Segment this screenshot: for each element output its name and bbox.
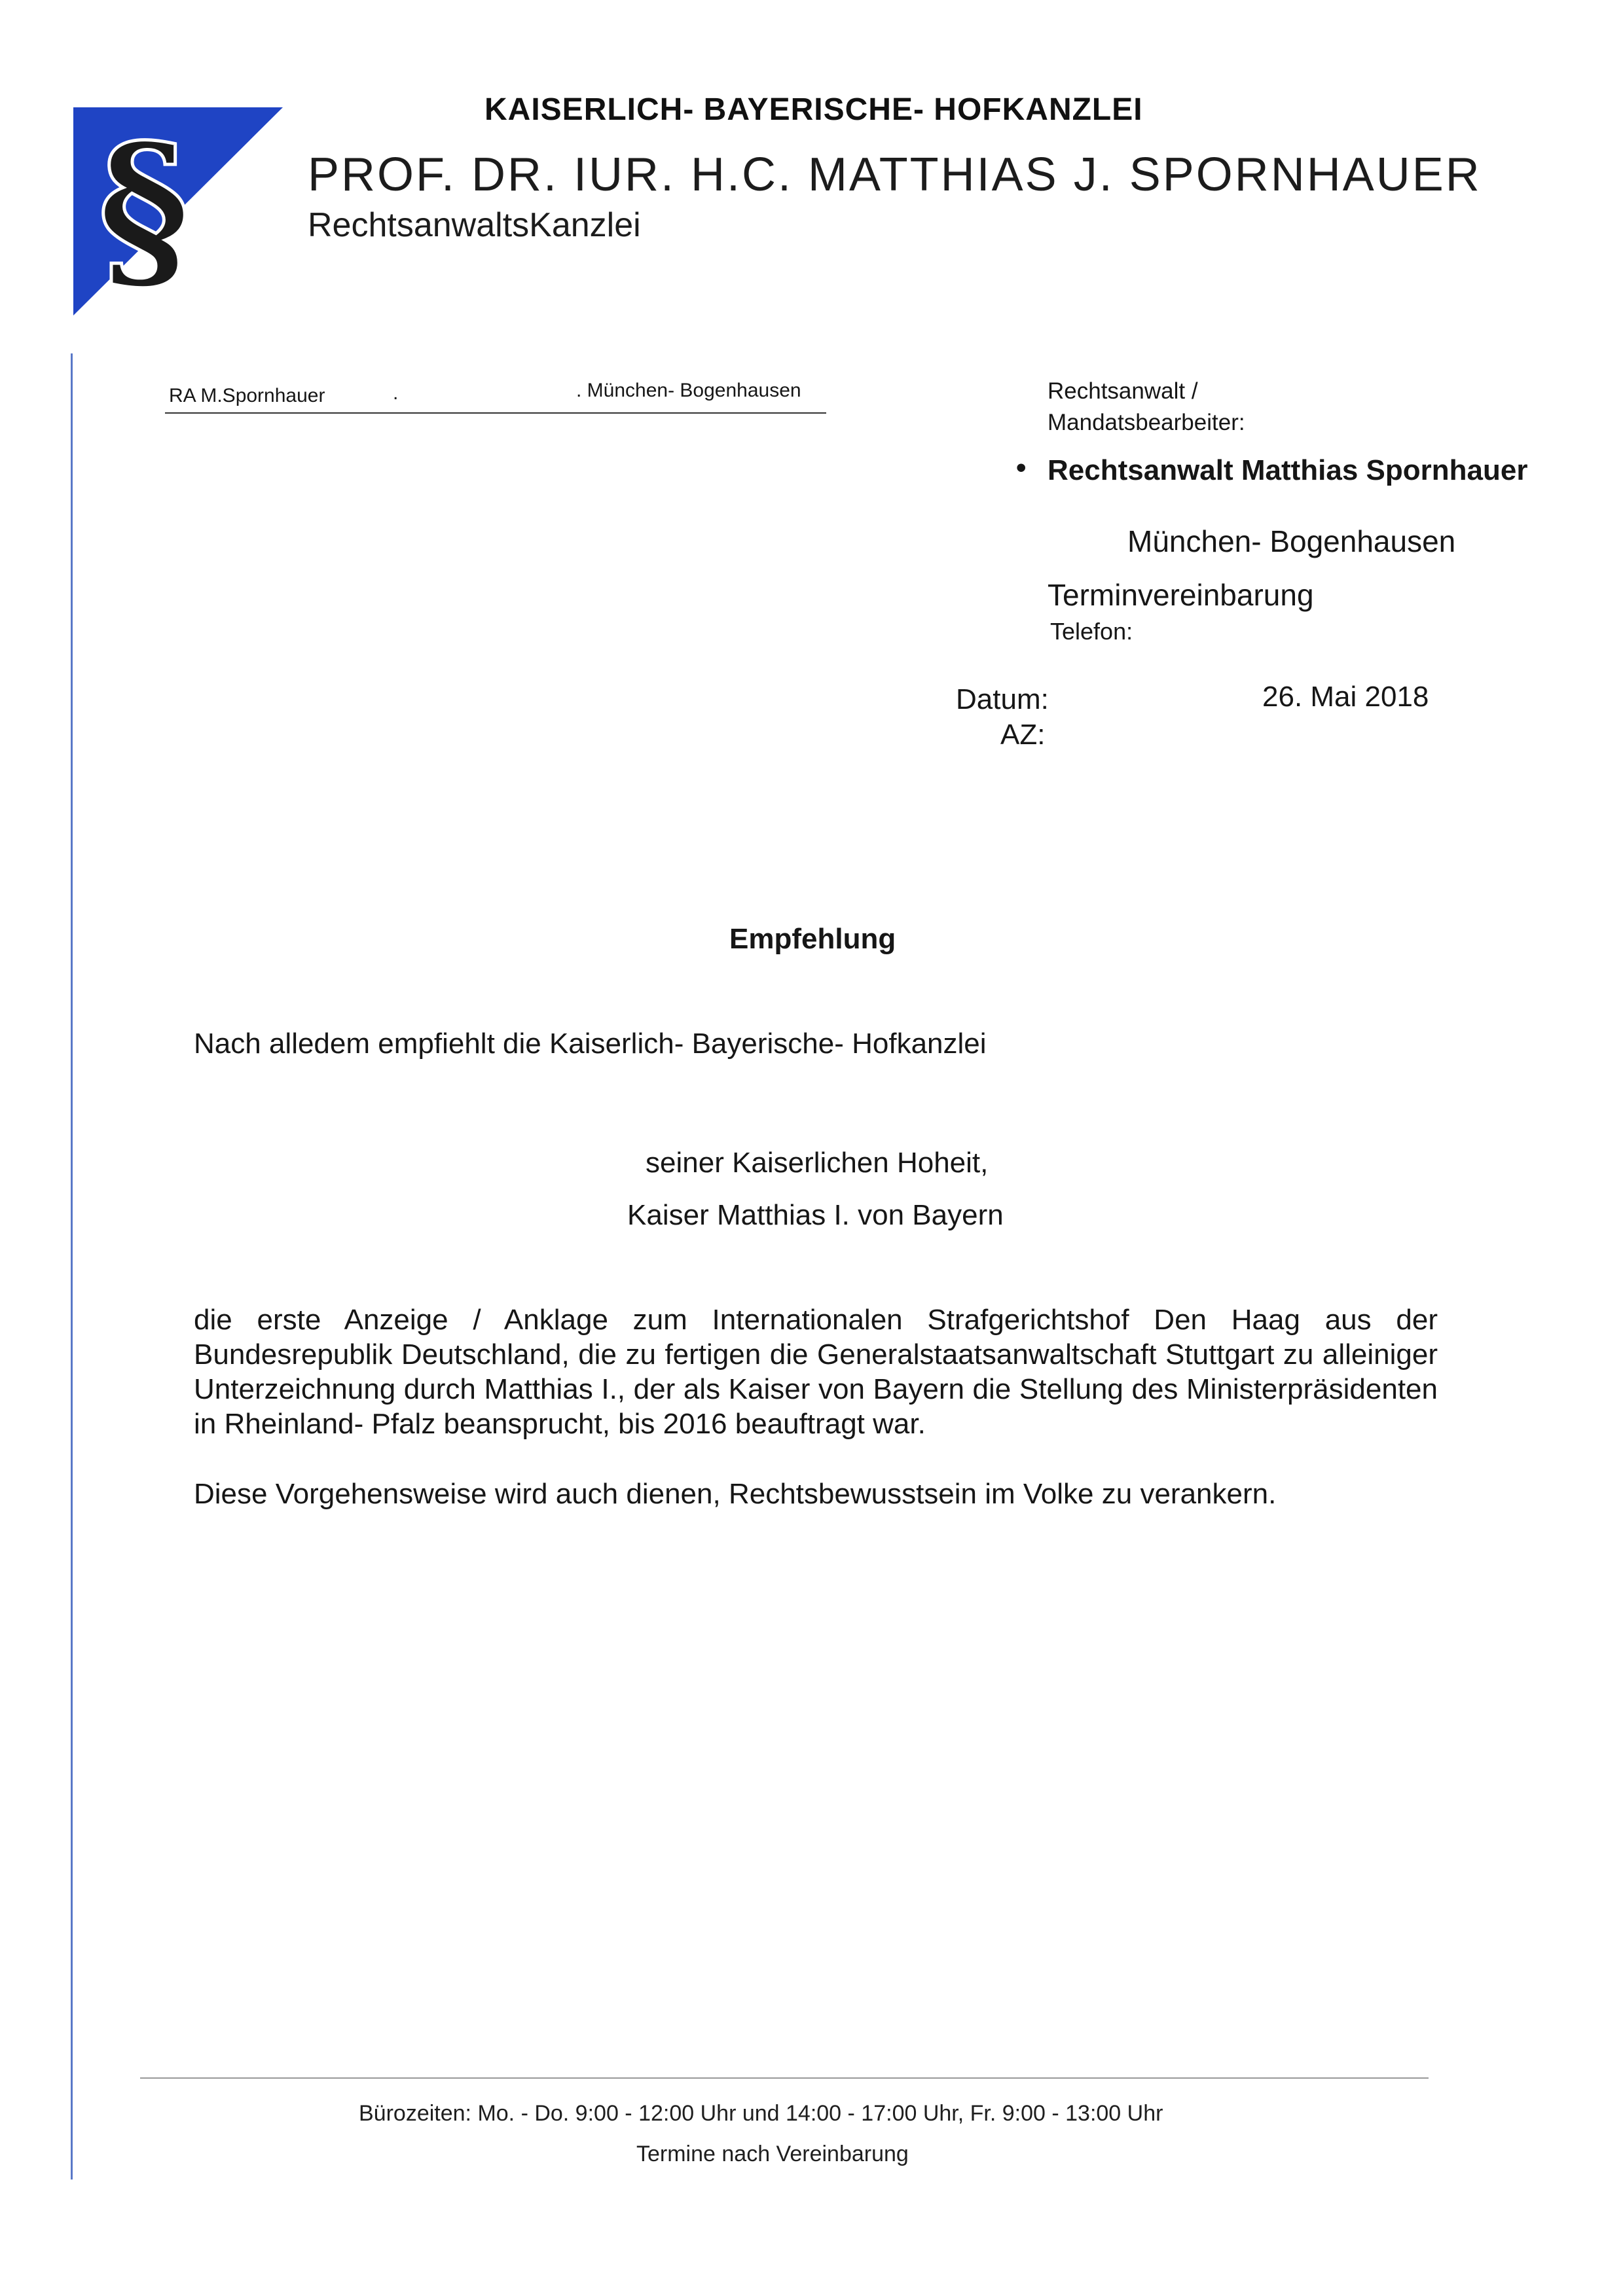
date-value: 26. Mai 2018 <box>1262 681 1429 713</box>
contact-label-2: Mandatsbearbeiter: <box>1048 410 1245 435</box>
recipient-line-1: seiner Kaiserlichen Hoheit, <box>646 1147 989 1179</box>
main-paragraph: die erste Anzeige / Anklage zum Internationalen Strafgerichtshof Den Haag aus der Bundesrepublik Deutschland, die zu fertigen die Generalstaatsanwaltschaft Stuttgart zu alleiniger Unterzeichnung durch Matthias I., der als Kaiser von Bayern die Stellung des Ministerpräsidenten in Rheinland- Pfalz beansprucht, bis 2016 beauftragt war. <box>194 1304 1438 1440</box>
contact-name: Rechtsanwalt Matthias Spornhauer <box>1048 454 1528 486</box>
phone-label: Telefon: <box>1050 618 1133 645</box>
lawyer-name: PROF. DR. IUR. H.C. MATTHIAS J. SPORNHAUER <box>308 149 1482 201</box>
intro-text: Nach alledem empfiehlt die Kaiserlich- Bayerische- Hofkanzlei <box>194 1028 987 1060</box>
sender-place: . München- Bogenhausen <box>576 380 801 401</box>
sender-name: RA M.Spornhauer <box>169 385 325 406</box>
appointments-note: Termine nach Vereinbarung <box>636 2142 909 2166</box>
letter-subject: Empfehlung <box>729 923 896 955</box>
left-margin-rule <box>71 353 73 2179</box>
firm-name: KAISERLICH- BAYERISCHE- HOFKANZLEI <box>484 92 1143 127</box>
recipient-line-2: Kaiser Matthias I. von Bayern <box>627 1199 1004 1231</box>
contact-place: München- Bogenhausen <box>1127 524 1456 558</box>
appointment-label: Terminvereinbarung <box>1048 578 1314 612</box>
reference-label: AZ: <box>1000 719 1046 751</box>
section-sign-icon: § <box>98 107 191 313</box>
bullet-icon: • <box>1016 452 1027 484</box>
office-hours: Bürozeiten: Mo. - Do. 9:00 - 12:00 Uhr und 14:00 - 17:00 Uhr, Fr. 9:00 - 13:00 Uhr <box>359 2101 1163 2126</box>
footer-divider <box>140 2077 1429 2079</box>
law-firm-logo <box>73 107 283 315</box>
contact-label: Rechtsanwalt / <box>1048 378 1198 404</box>
firm-type: RechtsanwaltsKanzlei <box>308 206 641 244</box>
date-label: Datum: <box>956 683 1049 715</box>
sender-separator: . <box>393 382 399 404</box>
closing-paragraph: Diese Vorgehensweise wird auch dienen, Rechtsbewusstsein im Volke zu verankern. <box>194 1478 1277 1510</box>
